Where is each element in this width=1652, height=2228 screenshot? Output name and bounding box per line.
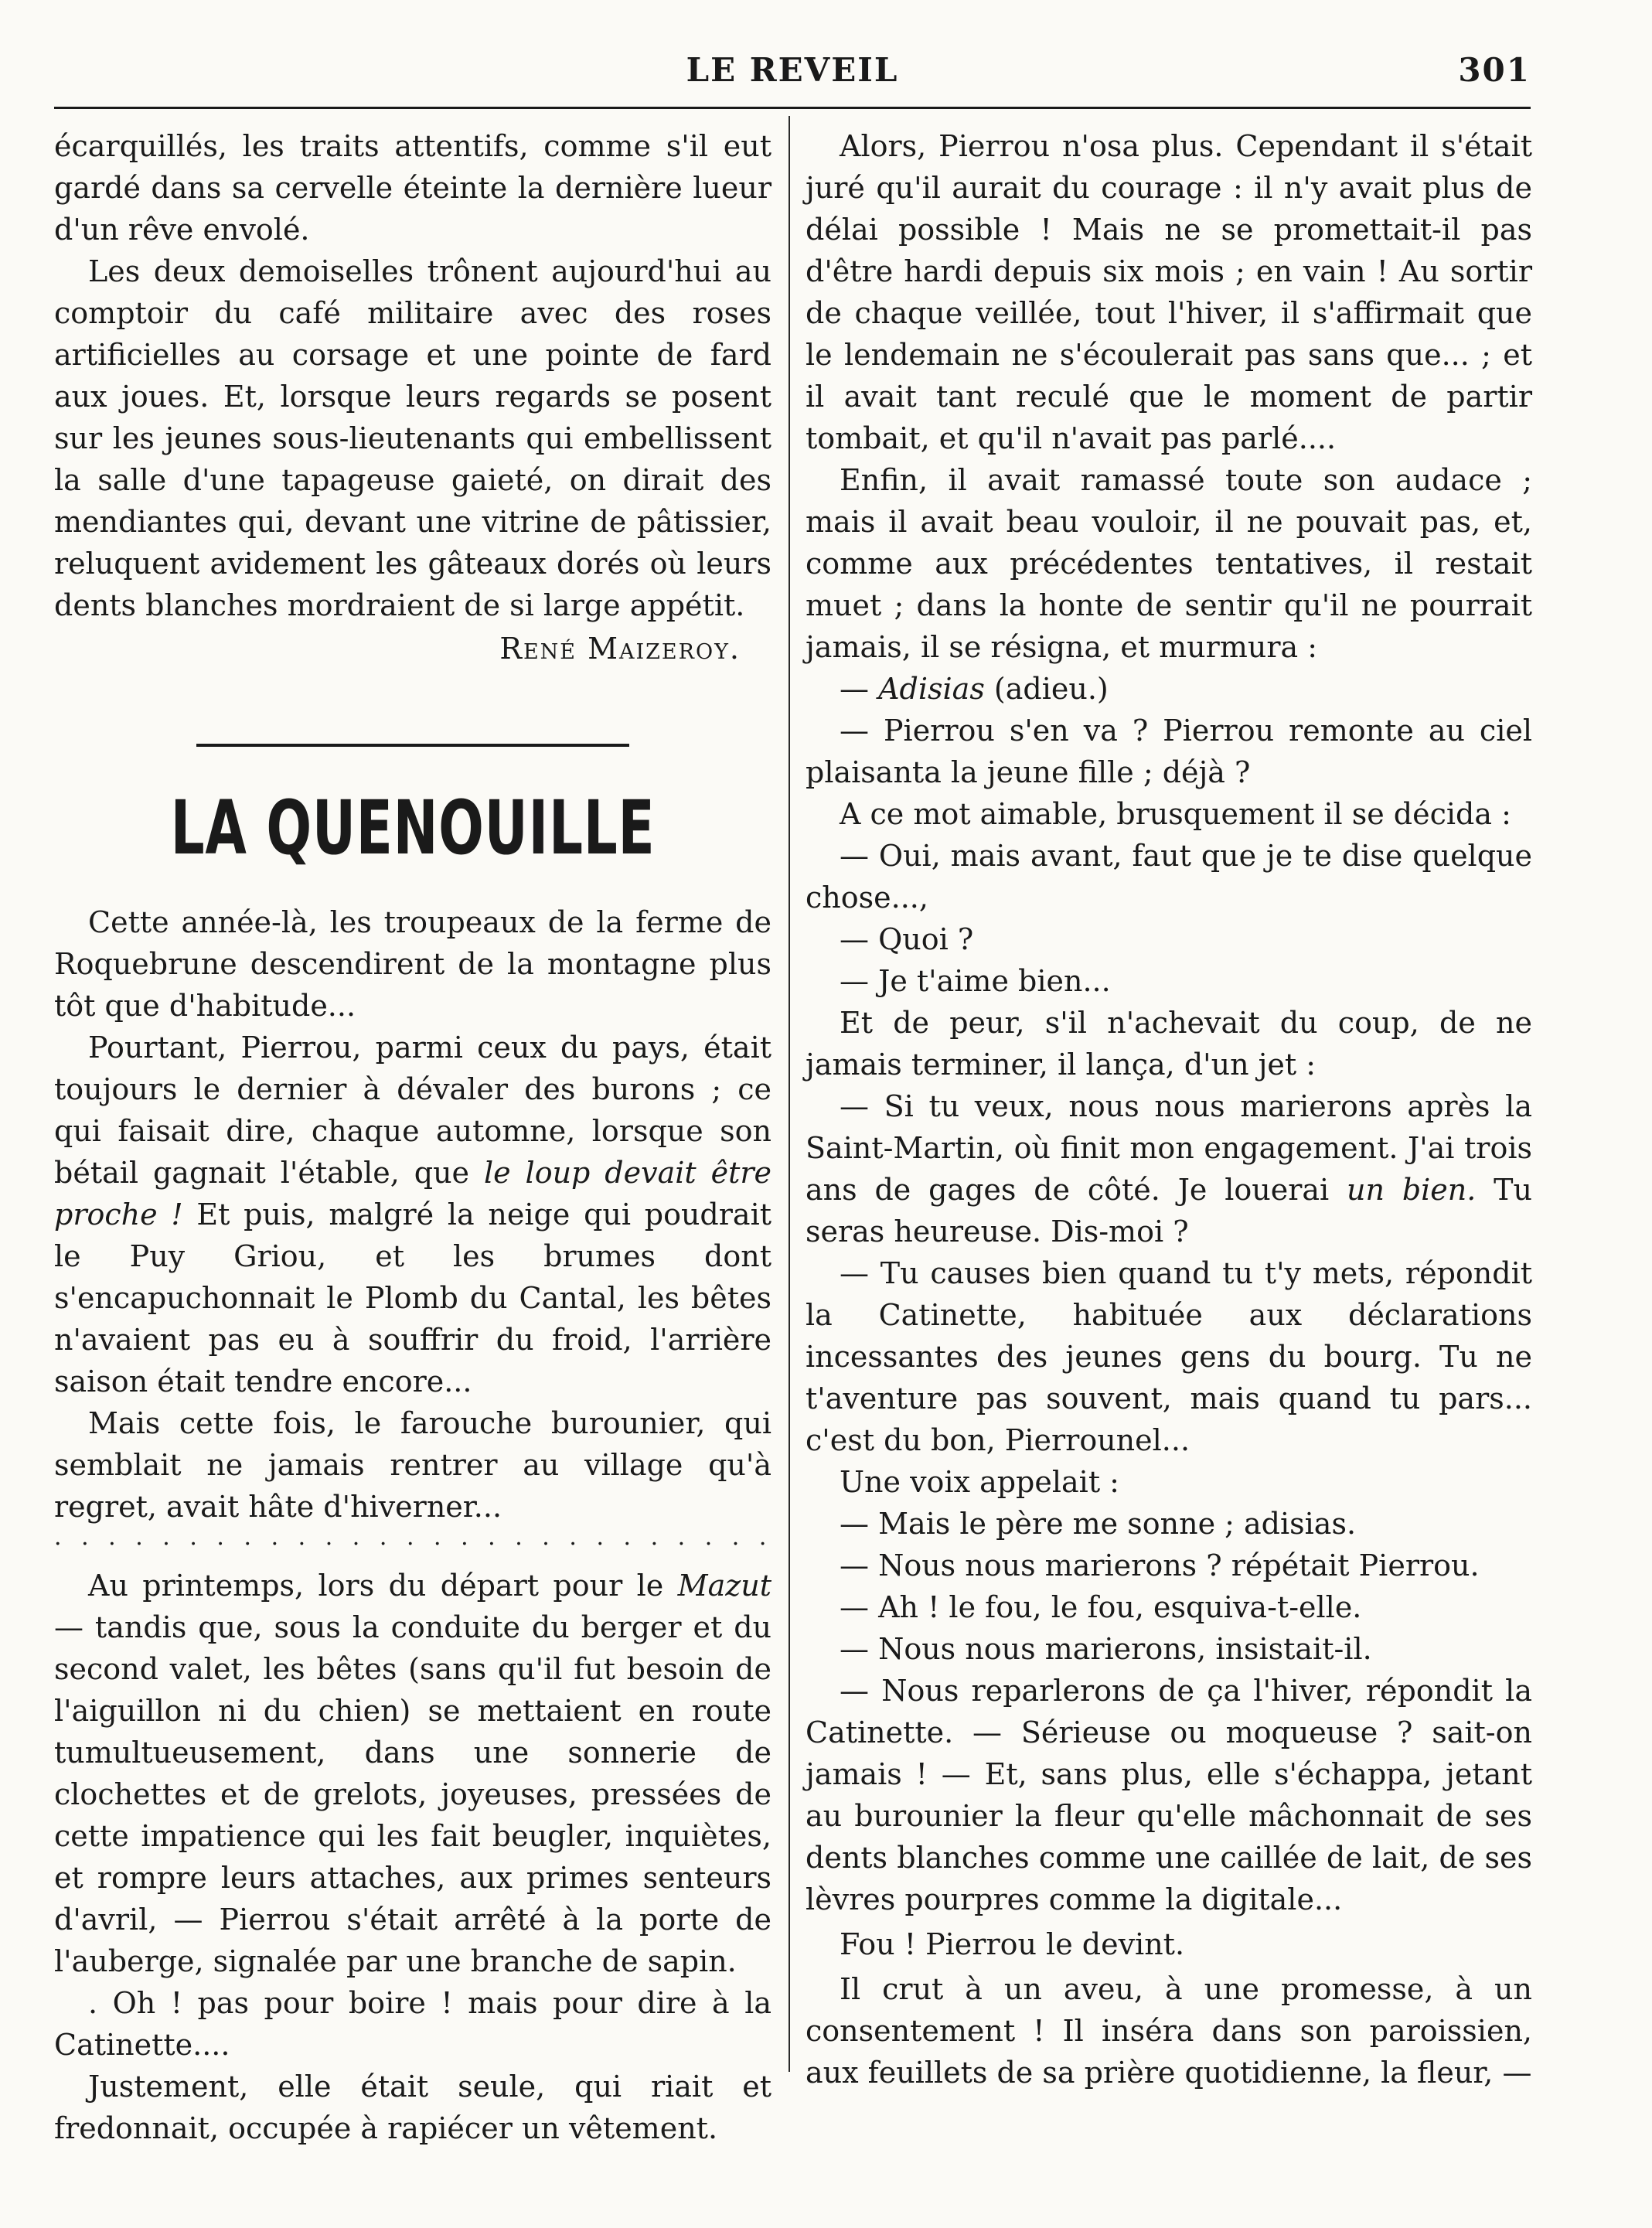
- paragraph: — Nous reparlerons de ça l'hiver, répondit la Catinette. — Sérieuse ou moqueuse ? sait-on jamais ! — Et, sans plus, elle s'échappa, jetant au burounier la fleur qu'elle mâchonnait de ses dents blanches comme une caillée de lait, de ses lèvres pourpres comme la digitale...: [806, 1674, 1532, 1916]
- header-rule: [54, 107, 1531, 109]
- paragraph: [54, 1565, 772, 1982]
- left-column: [54, 125, 772, 2149]
- paragraph: Les deux demoiselles trônent aujourd'hui au comptoir du café militaire avec des roses artificielles au corsage et une pointe de fard aux joues. Et, lorsque leurs regards se posent sur les jeunes sous-lieutenants qui embellissent la salle d'une tapageuse gaieté, on dirait des mendiantes qui, devant une vitrine de pâtissier, reluquent avidement les gâteaux dorés où leurs dents blanches mordraient de si large appétit.: [54, 254, 772, 622]
- author-signature: René Maizeroy.: [499, 632, 741, 666]
- right-column: [806, 125, 1532, 2093]
- paragraph-text: — Si tu veux, nous nous marierons après la Saint-Martin, où finit mon engagement. J'ai trois ans de gages de côté. Je louerai: [806, 1089, 1532, 1207]
- paragraph: — Je t'aime bien...: [840, 964, 1111, 998]
- paragraph-text: Tu seras heureuse. Dis-moi ?: [806, 1173, 1532, 1249]
- paragraph: Cette année-là, les troupeaux de la ferme de Roquebrune descendirent de la montagne plus tôt que d'habitude...: [54, 905, 772, 1023]
- paragraph-text: Pourtant, Pierrou, parmi ceux du pays, était toujours le dernier à dévaler des burons ; ce qui faisait dire, chaque automne, lorsque son bétail gagnait l'étable, que: [54, 1031, 772, 1190]
- paragraph-text: Et puis, malgré la neige qui poudrait le Puy Griou, et les brumes dont s'encapuchonnait le Plomb du Cantal, les bêtes n'avaient pas eu à souffrir du froid, l'arrière saison était tendre encore...: [54, 1197, 772, 1398]
- page-number: 301: [1458, 51, 1531, 89]
- running-head: [54, 46, 1531, 93]
- paragraph: Et de peur, s'il n'achevait du coup, de ne jamais terminer, il lança, d'un jet :: [806, 1006, 1532, 1082]
- paragraph: Mais cette fois, le farouche burounier, qui semblait ne jamais rentrer au village qu'à regret, avait hâte d'hiverner...: [54, 1406, 772, 1524]
- paragraph: — Tu causes bien quand tu t'y mets, répondit la Catinette, habituée aux déclarations incessantes des jeunes gens du bourg. Tu ne t'aventure pas souvent, mais quand tu pars... c'est du bon, Pierrounel...: [806, 1256, 1532, 1457]
- italic-phrase: le loup devait être proche !: [54, 1156, 772, 1232]
- paragraph: — Mais le père me sonne ; adisias.: [840, 1507, 1357, 1541]
- story-title: LA QUENOUILLE: [170, 785, 656, 871]
- paragraph: Il crut à un aveu, à une promesse, à un consentement ! Il inséra dans son paroissien, aux feuillets de sa prière quotidienne, la fleur, —: [806, 1972, 1532, 2090]
- paragraph: Une voix appelait :: [840, 1465, 1119, 1499]
- paragraph: écarquillés, les traits attentifs, comme s'il eut gardé dans sa cervelle éteinte la dernière lueur d'un rêve envolé.: [54, 129, 772, 247]
- paragraph: A ce mot aimable, brusquement il se décida :: [840, 797, 1511, 831]
- italic-phrase: Mazut: [677, 1569, 772, 1603]
- publication-title: LE REVEIL: [686, 51, 899, 89]
- paragraph: Fou ! Pierrou le devint.: [840, 1927, 1185, 1961]
- dotted-scene-break: [54, 1531, 772, 1559]
- italic-phrase: Adisias: [878, 672, 985, 706]
- paragraph-text: —: [840, 672, 879, 706]
- paragraph-text: Au printemps, lors du départ pour le: [88, 1569, 678, 1603]
- italic-phrase: un bien.: [1347, 1173, 1477, 1207]
- paragraph: — Nous nous marierons ? répétait Pierrou.: [840, 1548, 1480, 1582]
- paragraph: [806, 668, 1532, 710]
- paragraph: [54, 1027, 772, 1402]
- paragraph-text: — tandis que, sous la conduite du berger et du second valet, les bêtes (sans qu'il fut besoin de l'aiguillon ni du chien) se mettaient en route tumultueusement, dans une sonnerie de clochettes et de grelots, joyeuses, pressées de cette impatience qui les fait beugler, inquiètes, et rompre leurs attaches, aux primes senteurs d'avril, — Pierrou s'était arrêté à la porte de l'auberge, signalée par une branche de sapin.: [54, 1610, 772, 1978]
- paragraph: — Pierrou s'en va ? Pierrou remonte au ciel plaisanta la jeune fille ; déjà ?: [806, 714, 1532, 789]
- paragraph: Justement, elle était seule, qui riait et fredonnait, occupée à rapiécer un vêtement.: [54, 2070, 772, 2145]
- paragraph: — Ah ! le fou, le fou, esquiva-t-elle.: [840, 1590, 1362, 1624]
- paragraph: Enfin, il avait ramassé toute son audace ; mais il avait beau vouloir, il ne pouvait pas, et, comme aux précédentes tentatives, il restait muet ; dans la honte de sentir qu'il ne pourrait jamais, il se résigna, et murmura :: [806, 463, 1532, 664]
- paragraph: — Nous nous marierons, insistait-il.: [840, 1632, 1372, 1666]
- paragraph: — Quoi ?: [840, 922, 974, 956]
- column-divider: [789, 116, 790, 2072]
- paragraph: — Oui, mais avant, faut que je te dise quelque chose...,: [806, 839, 1532, 915]
- paragraph: Alors, Pierrou n'osa plus. Cependant il s'était juré qu'il aurait du courage : il n'y avait plus de délai possible ! Mais ne se promettait-il pas d'être hardi depuis six mois ; en vain ! Au sortir de chaque veillée, tout l'hiver, il s'affirmait que le lendemain ne s'écoulerait pas sans que... ; et il avait tant reculé que le moment de partir tombait, et qu'il n'avait pas parlé....: [806, 129, 1532, 455]
- paragraph: . Oh ! pas pour boire ! mais pour dire à la Catinette....: [54, 1986, 772, 2062]
- paragraph: [806, 1085, 1532, 1252]
- paragraph-text: (adieu.): [984, 672, 1109, 706]
- section-rule: [196, 744, 629, 747]
